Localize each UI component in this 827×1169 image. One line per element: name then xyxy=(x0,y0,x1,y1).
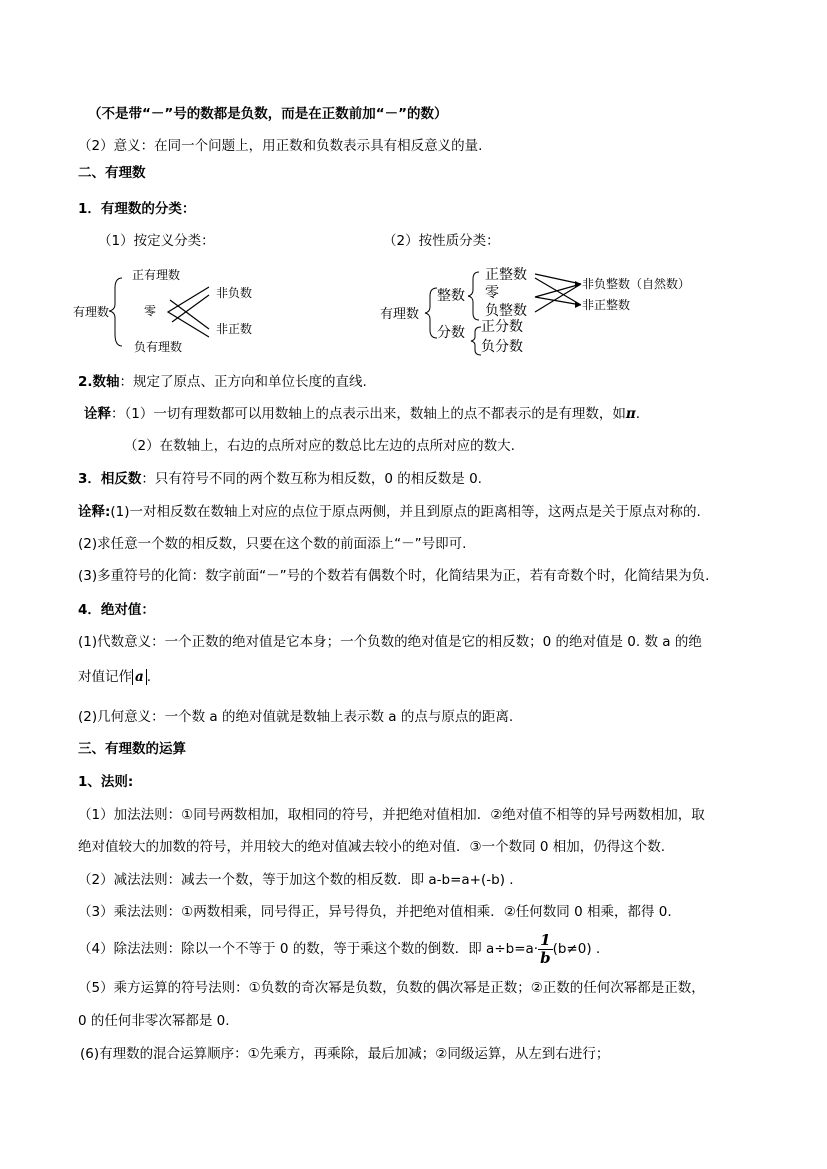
rule-division-pre: （4）除法法则：除以一个不等于 0 的数，等于乘这个数的倒数．即 a÷b=a· xyxy=(78,941,539,957)
prop-fraction-brace xyxy=(471,327,481,355)
pi-symbol: π xyxy=(625,406,636,422)
opposite-def-line xyxy=(78,470,482,488)
prop-classification-title: （2）按性质分类： xyxy=(383,233,500,249)
def-target-nonnegative: 非负数 xyxy=(216,286,253,300)
def-item-negative: 负有理数 xyxy=(134,340,183,354)
number-line-note-label: 诠释 xyxy=(84,406,111,422)
rule-subtraction: （2）减法法则：减去一个数，等于加这个数的相反数．即 a-b=a+(-b) . xyxy=(78,872,514,888)
prop-fraction-positive: 正分数 xyxy=(481,319,523,335)
number-line-note1-text: ：（1）一切有理数都可以用数轴上的点表示出来，数轴上的点不都表示的是有理数，如 xyxy=(111,406,626,422)
opposite-note3: (3)多重符号的化简：数字前面“－”号的个数若有偶数个时，化简结果为正，若有奇数个时，化简结果为负. xyxy=(78,568,710,584)
prop-root-brace xyxy=(425,288,437,338)
prop-connector-lines xyxy=(535,274,581,312)
def-brace xyxy=(109,278,122,346)
number-line-line xyxy=(78,373,367,391)
rules-title: 1、法则: xyxy=(78,774,134,790)
definition-classification-diagram xyxy=(70,262,270,362)
rule-division-post: (b≠0) . xyxy=(552,941,601,957)
def-root-label: 有理数 xyxy=(73,305,110,319)
prop-target-nonnegative: 非负整数（自然数） xyxy=(582,277,691,291)
prop-fraction-negative: 负分数 xyxy=(481,339,523,355)
section3-title: 三、有理数的运算 xyxy=(78,741,186,757)
prop-integer-label: 整数 xyxy=(437,288,465,304)
opposite-def: ：只有符号不同的两个数互称为相反数，0 的相反数是 0. xyxy=(141,471,482,487)
reciprocal-fraction xyxy=(538,932,553,967)
section2-title: 二、有理数 xyxy=(78,165,146,181)
classification-title: 1．有理数的分类： xyxy=(78,201,196,217)
absolute-line2-post: . xyxy=(146,669,152,685)
rule-division xyxy=(78,931,600,967)
opposite-note-label: 诠释: xyxy=(78,504,111,520)
property-classification-diagram xyxy=(377,264,707,360)
absolute-line1: (1)代数意义：一个正数的绝对值是它本身；一个负数的绝对值是它的相反数；0 的绝对值是 0. 数 a 的绝 xyxy=(78,634,702,650)
absolute-line2-pre: 对值记作 xyxy=(78,669,132,685)
prop-fraction-label: 分数 xyxy=(437,325,465,341)
number-line-label: 2.数轴 xyxy=(78,374,120,390)
prop-integer-zero: 零 xyxy=(485,285,499,301)
note-line: （不是带“－”号的数都是负数，而是在正数前加“－”的数） xyxy=(88,106,448,122)
prop-integer-positive: 正整数 xyxy=(485,267,527,283)
fraction-denominator: b xyxy=(540,948,551,967)
absolute-line2 xyxy=(78,668,151,686)
opposite-note2: (2)求任意一个数的相反数，只要在这个数的前面添上“－”号即可. xyxy=(78,536,467,552)
opposite-note1 xyxy=(78,503,701,521)
opposite-note1-text: (1)一对相反数在数轴上对应的点位于原点两侧，并且到原点的距离相等，这两点是关于原点对称的. xyxy=(110,504,701,520)
prop-root-label: 有理数 xyxy=(380,307,420,322)
number-line-def: ：规定了原点、正方向和单位长度的直线. xyxy=(119,374,367,390)
rule-power-line1: （5）乘方运算的符号法则：①负数的奇次幂是负数，负数的偶次幂是正数；②正数的任何次幂都是正数， xyxy=(78,980,705,996)
rule-add-line1: （1）加法法则：①同号两数相加，取相同的符号，并把绝对值相加．②绝对值不相等的异号两数相加，取 xyxy=(78,807,705,823)
opposite-label: 3．相反数 xyxy=(78,471,142,487)
prop-integer-brace xyxy=(468,272,479,320)
number-line-note2: （2）在数轴上，右边的点所对应的数总比左边的点所对应的数大. xyxy=(124,438,515,454)
meaning-line: （2）意义：在同一个问题上，用正数和负数表示具有相反意义的量. xyxy=(78,138,483,154)
def-item-zero: 零 xyxy=(144,304,157,318)
rule-multiplication: （3）乘法法则：①两数相乘，同号得正，异号得负，并把绝对值相乘．②任何数同 0 相乘，都得 0. xyxy=(78,904,672,920)
rule-power-line2: 0 的任何非零次幂都是 0. xyxy=(78,1013,230,1029)
fraction-numerator: 1 xyxy=(540,930,551,949)
rule-mixed-order: (6)有理数的混合运算顺序：①先乘方，再乘除，最后加减；②同级运算，从左到右进行； xyxy=(80,1046,610,1062)
rule-add-line2: 绝对值较大的加数的符号，并用较大的绝对值减去较小的绝对值．③一个数同 0 相加，仍得这个数. xyxy=(78,839,666,855)
absolute-title: 4．绝对值： xyxy=(78,602,155,618)
def-classification-title: （1）按定义分类： xyxy=(98,233,215,249)
number-line-note1-end: . xyxy=(635,406,641,422)
def-item-positive: 正有理数 xyxy=(132,268,181,282)
absolute-value-notation: a xyxy=(132,669,147,685)
def-connector-lines xyxy=(168,287,209,337)
prop-integer-negative: 负整数 xyxy=(485,303,527,319)
prop-target-nonpositive: 非正整数 xyxy=(582,298,631,312)
def-target-nonpositive: 非正数 xyxy=(216,322,253,336)
absolute-line3: (2)几何意义：一个数 a 的绝对值就是数轴上表示数 a 的点与原点的距离. xyxy=(78,709,514,725)
number-line-note1 xyxy=(84,405,640,423)
